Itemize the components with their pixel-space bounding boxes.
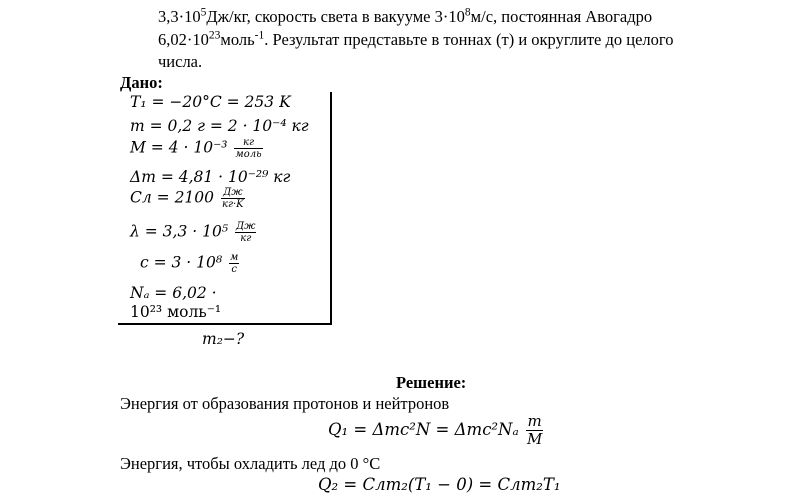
solution-text-1: Энергия от образования протонов и нейтронов	[120, 394, 450, 413]
equation-q1-fraction: $\frac{m}{M}$	[526, 412, 543, 448]
latent-heat-unit-fraction: $\frac{Дж}{кг}$	[235, 221, 256, 244]
light-speed-unit-fraction: $\frac{м}{c}$	[230, 252, 239, 275]
given-temperature: T₁ = −20°C = 253 K	[130, 93, 291, 111]
intro-line-3: числа.	[158, 52, 203, 71]
given-avogadro-line-1: Nₐ = 6,02 ·	[130, 284, 217, 302]
intro-line-1: $3,3\cdot 10^5Дж/кг$, скорость света в вакууме $3\cdot 10^8м/с$, постоянная Авогадро	[158, 6, 653, 26]
given-specific-heat: Cл = 2100 $\frac{Дж}{кг\cdot K}$	[130, 187, 244, 210]
solution-title: Решение:	[396, 373, 467, 392]
equation-q1: Q₁ = Δmc²N = Δmc²Nₐ $\frac{m}{M}$	[328, 412, 543, 448]
given-mass-defect: Δm = 4,81 · 10⁻²⁹ кг	[130, 168, 291, 186]
given-divider-vertical	[330, 92, 332, 325]
solution-text-2: Энергия, чтобы охладить лед до 0 °C	[120, 454, 381, 473]
given-title: Дано:	[120, 73, 163, 92]
given-mass: m = 0,2 г = 2 · 10⁻⁴ кг	[130, 117, 309, 135]
equation-q2: Q₂ = Cлm₂(T₁ − 0) = Cлm₂T₁	[318, 475, 561, 494]
specific-heat-unit-fraction: $\frac{Дж}{кг\cdot K}$	[221, 187, 244, 210]
given-divider-horizontal	[118, 323, 332, 325]
given-latent-heat: λ = 3,3 · 10⁵ $\frac{Дж}{кг}$	[130, 221, 256, 244]
given-molar-mass: M = 4 · 10⁻³ $\frac{кг}{\text{моль}}$	[130, 137, 262, 160]
find-quantity: m₂−?	[202, 330, 245, 348]
intro-line-2: $6,02\cdot 10^{23}моль^{-1}$. Результат представьте в тоннах (т) и округлите до целого	[158, 29, 674, 49]
molar-mass-unit-fraction: $\frac{кг}{\text{моль}}$	[235, 137, 262, 160]
given-light-speed: c = 3 · 10⁸ $\frac{м}{c}$	[140, 252, 239, 275]
given-avogadro-line-2: 10²³ моль⁻¹	[130, 303, 222, 321]
